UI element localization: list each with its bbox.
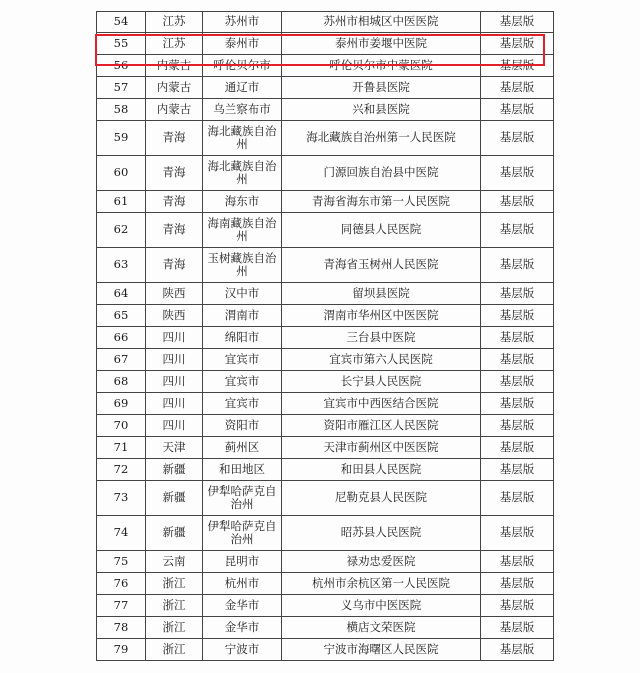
version-cell: 基层版	[481, 248, 554, 283]
version-cell: 基层版	[481, 459, 554, 481]
hospital-cell: 门源回族自治县中医院	[282, 156, 481, 191]
province-cell: 青海	[146, 156, 203, 191]
province-cell: 陕西	[146, 305, 203, 327]
table-row	[97, 327, 554, 349]
table-row	[97, 437, 554, 459]
hospital-cell: 义乌市中医医院	[282, 595, 481, 617]
hospital-cell: 同德县人民医院	[282, 213, 481, 248]
city-cell: 乌兰察布市	[203, 99, 282, 121]
version-cell: 基层版	[481, 595, 554, 617]
hospital-cell: 海北藏族自治州第一人民医院	[282, 121, 481, 156]
version-cell: 基层版	[481, 12, 554, 33]
row-number: 66	[97, 327, 146, 349]
province-cell: 浙江	[146, 573, 203, 595]
version-cell: 基层版	[481, 349, 554, 371]
row-number: 75	[97, 551, 146, 573]
province-cell: 青海	[146, 191, 203, 213]
hospital-cell: 宁波市海曙区人民医院	[282, 639, 481, 661]
hospital-cell: 禄劝忠爱医院	[282, 551, 481, 573]
province-cell: 新疆	[146, 459, 203, 481]
table-row	[97, 371, 554, 393]
row-number: 76	[97, 573, 146, 595]
table-row	[97, 156, 554, 191]
city-cell: 和田地区	[203, 459, 282, 481]
row-number: 54	[97, 12, 146, 33]
hospital-cell: 泰州市姜堰中医院	[282, 33, 481, 55]
city-cell: 海南藏族自治州	[203, 213, 282, 248]
table-row	[97, 191, 554, 213]
table-row	[97, 573, 554, 595]
hospital-cell: 尼勒克县人民医院	[282, 481, 481, 516]
hospital-table	[96, 11, 554, 661]
table-row	[97, 213, 554, 248]
row-number: 61	[97, 191, 146, 213]
province-cell: 四川	[146, 371, 203, 393]
row-number: 57	[97, 77, 146, 99]
province-cell: 天津	[146, 437, 203, 459]
city-cell: 金华市	[203, 617, 282, 639]
province-cell: 青海	[146, 213, 203, 248]
hospital-cell: 宜宾市第六人民医院	[282, 349, 481, 371]
city-cell: 通辽市	[203, 77, 282, 99]
city-cell: 呼伦贝尔市	[203, 55, 282, 77]
table-row	[97, 349, 554, 371]
version-cell: 基层版	[481, 33, 554, 55]
hospital-cell: 苏州市相城区中医医院	[282, 12, 481, 33]
version-cell: 基层版	[481, 156, 554, 191]
table-row	[97, 393, 554, 415]
hospital-cell: 宜宾市中西医结合医院	[282, 393, 481, 415]
city-cell: 蓟州区	[203, 437, 282, 459]
version-cell: 基层版	[481, 639, 554, 661]
table-row	[97, 305, 554, 327]
hospital-cell: 呼伦贝尔市中蒙医院	[282, 55, 481, 77]
city-cell: 宜宾市	[203, 393, 282, 415]
version-cell: 基层版	[481, 213, 554, 248]
hospital-cell: 横店文荣医院	[282, 617, 481, 639]
province-cell: 内蒙古	[146, 99, 203, 121]
row-number: 72	[97, 459, 146, 481]
version-cell: 基层版	[481, 617, 554, 639]
hospital-cell: 渭南市华州区中医医院	[282, 305, 481, 327]
province-cell: 四川	[146, 349, 203, 371]
version-cell: 基层版	[481, 121, 554, 156]
table-row	[97, 415, 554, 437]
version-cell: 基层版	[481, 415, 554, 437]
province-cell: 浙江	[146, 617, 203, 639]
city-cell: 绵阳市	[203, 327, 282, 349]
hospital-cell: 兴和县医院	[282, 99, 481, 121]
city-cell: 海北藏族自治州	[203, 121, 282, 156]
province-cell: 内蒙古	[146, 77, 203, 99]
hospital-cell: 昭苏县人民医院	[282, 516, 481, 551]
province-cell: 江苏	[146, 33, 203, 55]
city-cell: 宜宾市	[203, 349, 282, 371]
version-cell: 基层版	[481, 437, 554, 459]
province-cell: 浙江	[146, 639, 203, 661]
city-cell: 昆明市	[203, 551, 282, 573]
province-cell: 四川	[146, 393, 203, 415]
city-cell: 宁波市	[203, 639, 282, 661]
version-cell: 基层版	[481, 481, 554, 516]
hospital-cell: 三台县中医院	[282, 327, 481, 349]
version-cell: 基层版	[481, 573, 554, 595]
city-cell: 杭州市	[203, 573, 282, 595]
province-cell: 内蒙古	[146, 55, 203, 77]
version-cell: 基层版	[481, 516, 554, 551]
table-row	[97, 516, 554, 551]
city-cell: 苏州市	[203, 12, 282, 33]
hospital-cell: 长宁县人民医院	[282, 371, 481, 393]
city-cell: 伊犁哈萨克自治州	[203, 481, 282, 516]
row-number: 78	[97, 617, 146, 639]
table-row	[97, 459, 554, 481]
city-cell: 伊犁哈萨克自治州	[203, 516, 282, 551]
hospital-cell: 天津市蓟州区中医医院	[282, 437, 481, 459]
hospital-cell: 资阳市雁江区人民医院	[282, 415, 481, 437]
row-number: 69	[97, 393, 146, 415]
city-cell: 海东市	[203, 191, 282, 213]
province-cell: 新疆	[146, 481, 203, 516]
row-number: 67	[97, 349, 146, 371]
row-number: 55	[97, 33, 146, 55]
table-row	[97, 595, 554, 617]
row-number: 59	[97, 121, 146, 156]
row-number: 77	[97, 595, 146, 617]
city-cell: 金华市	[203, 595, 282, 617]
row-number: 56	[97, 55, 146, 77]
table-row	[97, 77, 554, 99]
row-number: 62	[97, 213, 146, 248]
table-row	[97, 283, 554, 305]
version-cell: 基层版	[481, 191, 554, 213]
province-cell: 新疆	[146, 516, 203, 551]
row-number: 71	[97, 437, 146, 459]
hospital-cell: 杭州市余杭区第一人民医院	[282, 573, 481, 595]
province-cell: 陕西	[146, 283, 203, 305]
version-cell: 基层版	[481, 283, 554, 305]
hospital-cell: 和田县人民医院	[282, 459, 481, 481]
hospital-cell: 青海省玉树州人民医院	[282, 248, 481, 283]
row-number: 60	[97, 156, 146, 191]
province-cell: 青海	[146, 248, 203, 283]
hospital-cell: 留坝县医院	[282, 283, 481, 305]
table-row	[97, 55, 554, 77]
row-number: 64	[97, 283, 146, 305]
table-row	[97, 481, 554, 516]
city-cell: 海北藏族自治州	[203, 156, 282, 191]
province-cell: 四川	[146, 327, 203, 349]
table-row	[97, 639, 554, 661]
city-cell: 宜宾市	[203, 371, 282, 393]
table-row	[97, 99, 554, 121]
row-number: 58	[97, 99, 146, 121]
row-number: 68	[97, 371, 146, 393]
version-cell: 基层版	[481, 77, 554, 99]
table-row	[97, 617, 554, 639]
row-number: 79	[97, 639, 146, 661]
province-cell: 云南	[146, 551, 203, 573]
version-cell: 基层版	[481, 393, 554, 415]
row-number: 63	[97, 248, 146, 283]
table-row-highlighted	[97, 33, 554, 55]
city-cell: 玉树藏族自治州	[203, 248, 282, 283]
version-cell: 基层版	[481, 99, 554, 121]
hospital-cell: 青海省海东市第一人民医院	[282, 191, 481, 213]
table-row	[97, 248, 554, 283]
province-cell: 四川	[146, 415, 203, 437]
table-row	[97, 12, 554, 33]
row-number: 65	[97, 305, 146, 327]
city-cell: 渭南市	[203, 305, 282, 327]
table-row	[97, 551, 554, 573]
province-cell: 浙江	[146, 595, 203, 617]
version-cell: 基层版	[481, 305, 554, 327]
row-number: 74	[97, 516, 146, 551]
city-cell: 资阳市	[203, 415, 282, 437]
version-cell: 基层版	[481, 371, 554, 393]
version-cell: 基层版	[481, 55, 554, 77]
city-cell: 汉中市	[203, 283, 282, 305]
province-cell: 青海	[146, 121, 203, 156]
row-number: 73	[97, 481, 146, 516]
city-cell: 泰州市	[203, 33, 282, 55]
table-row	[97, 121, 554, 156]
version-cell: 基层版	[481, 551, 554, 573]
row-number: 70	[97, 415, 146, 437]
hospital-cell: 开鲁县医院	[282, 77, 481, 99]
version-cell: 基层版	[481, 327, 554, 349]
province-cell: 江苏	[146, 12, 203, 33]
